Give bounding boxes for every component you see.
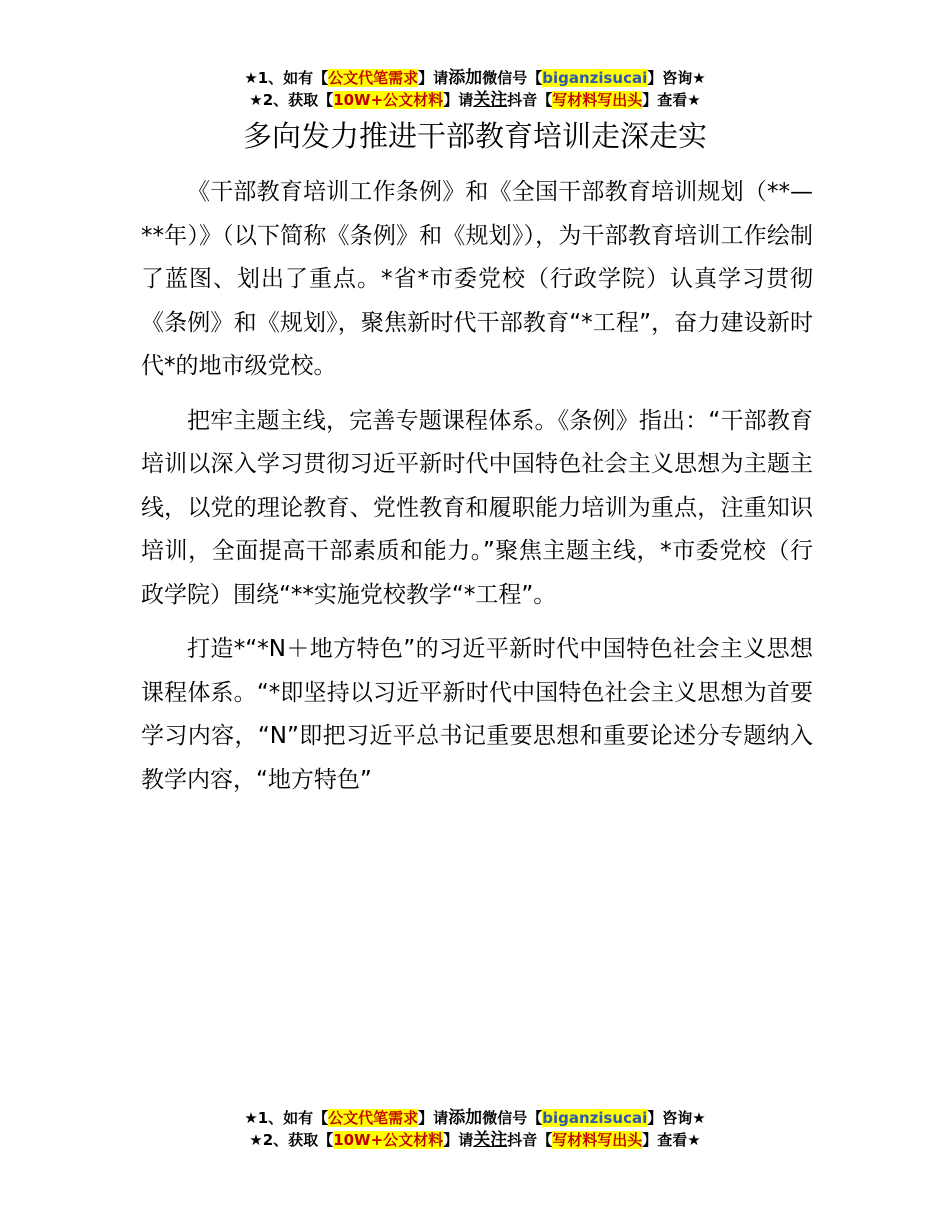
banner-line-2: ★2、获取【10W+公文材料】请关注抖音【写材料写出头】查看★ bbox=[249, 90, 701, 110]
paragraph-2: 把牢主题主线，完善专题课程体系。《条例》指出：“干部教育培训以深入学习贯彻习近平新时代中国特色社会主义思想为主题主线，以党的理论教育、党性教育和履职能力培训为重点，注重知识培训，全面提高干部素质和能力。”聚焦主题主线，*市委党校（行政学院）围绕“**实施党校教学“*工程”。 bbox=[141, 407, 813, 608]
ghostwriting-highlight: 公文代笔需求 bbox=[328, 69, 419, 87]
wechat-id: biganzisucai bbox=[542, 69, 648, 87]
header-banner bbox=[0, 67, 950, 111]
douyin-account: 写材料写出头 bbox=[552, 91, 643, 109]
document-body bbox=[141, 171, 813, 813]
banner-line-1: ★1、如有【公文代笔需求】请添加微信号【biganzisucai】咨询★ bbox=[244, 68, 706, 88]
footer-line-1: ★1、如有【公文代笔需求】请添加微信号【biganzisucai】咨询★ bbox=[244, 1108, 706, 1128]
footer-banner bbox=[0, 1107, 950, 1151]
paragraph-1: 《干部教育培训工作条例》和《全国干部教育培训规划（**—**年）》（以下简称《条例》和《规划》），为干部教育培训工作绘制了蓝图、划出了重点。*省*市委党校（行政学院）认真学习贯彻《条例》和《规划》，聚焦新时代干部教育“*工程”，奋力建设新时代*的地市级党校。 bbox=[141, 179, 813, 379]
footer-line-2: ★2、获取【10W+公文材料】请关注抖音【写材料写出头】查看★ bbox=[249, 1130, 701, 1150]
paragraph-3: 打造*“*N＋地方特色”的习近平新时代中国特色社会主义思想课程体系。“*即坚持以习近平新时代中国特色社会主义思想为首要学习内容，“N”即把习近平总书记重要思想和重要论述分专题纳入教学内容，“地方特色” bbox=[141, 636, 813, 793]
materials-highlight: 10W+公文材料 bbox=[333, 91, 444, 109]
document-title: 多向发力推进干部教育培训走深走实 bbox=[242, 119, 707, 153]
